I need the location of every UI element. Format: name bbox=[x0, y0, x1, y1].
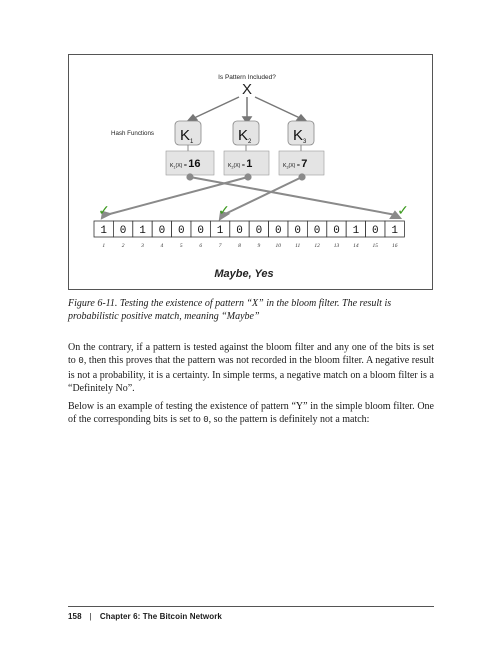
result-label: Maybe, Yes bbox=[214, 268, 274, 280]
bit-value: 1 bbox=[100, 225, 108, 237]
bit-index: 14 bbox=[353, 243, 359, 249]
hash-connectors bbox=[188, 145, 301, 151]
check-icon: ✓ bbox=[397, 202, 409, 218]
bit-indices bbox=[102, 242, 397, 249]
bit-value: 1 bbox=[139, 225, 146, 237]
bit-index: 9 bbox=[257, 243, 261, 249]
footer-rule bbox=[68, 606, 434, 607]
bit-index: 3 bbox=[141, 243, 144, 249]
paragraph-negative-match: On the contrary, if a pattern is tested against the bloom filter and any one of the bits is set to 0, then this proves that the pattern was not recorded in the bloom filter. A negative result is not a probability, it is a certainty. In simple terms, a negative match on a bloom filter is a “Definitely No”. bbox=[68, 342, 435, 395]
hash-functions-label: Hash Functions bbox=[111, 130, 154, 137]
figure-caption: Figure 6-11. Testing the existence of pattern “X” in the bloom filter. The result is probabilistic positive match, meaning “Maybe” bbox=[68, 298, 392, 322]
bit-index: 2 bbox=[121, 243, 125, 249]
bit-index: 10 bbox=[275, 243, 282, 249]
result-mid: (X) = bbox=[233, 163, 247, 169]
bit-value: 0 bbox=[255, 225, 263, 237]
hash-result-k1 bbox=[166, 151, 214, 175]
result-prefix: K bbox=[283, 163, 287, 169]
bit-index: 5 bbox=[179, 243, 183, 249]
bit-index: 6 bbox=[199, 243, 203, 249]
pattern-label: X bbox=[241, 81, 253, 98]
bit-value: 0 bbox=[333, 225, 340, 237]
result-mid: (X) = bbox=[288, 163, 302, 169]
paragraph-example-y: Below is an example of testing the existence of pattern “Y” in the simple bloom filter. One of the corresponding bits is set to 0, so the pattern is definitely not a match: bbox=[68, 401, 434, 426]
result-sub: 3 bbox=[286, 165, 289, 170]
bit-value: 0 bbox=[294, 225, 302, 237]
footer-separator: | bbox=[89, 612, 92, 621]
bit-array bbox=[94, 221, 404, 237]
bit-value: 0 bbox=[371, 225, 379, 237]
result-prefix: K bbox=[228, 163, 232, 169]
bit-index: 12 bbox=[314, 243, 320, 249]
bit-value: 0 bbox=[177, 225, 185, 237]
inline-code: 0 bbox=[78, 356, 84, 367]
result-sub: 2 bbox=[231, 165, 234, 170]
check-icon: ✓ bbox=[218, 202, 230, 218]
hash-result-k2 bbox=[224, 151, 269, 175]
hash-function-k3 bbox=[288, 121, 314, 145]
bit-value: 1 bbox=[352, 225, 360, 237]
inline-code: 0 bbox=[203, 415, 209, 426]
result-value: 7 bbox=[301, 158, 308, 170]
hash-result-k3 bbox=[279, 151, 324, 175]
result-mid: (X) = bbox=[175, 163, 189, 169]
hash-name: K bbox=[238, 127, 249, 144]
hash-name: K bbox=[293, 127, 304, 144]
result-sub: 1 bbox=[173, 165, 176, 170]
bit-index: 4 bbox=[160, 243, 164, 249]
hash-sub: 2 bbox=[248, 139, 252, 145]
result-value: 16 bbox=[188, 158, 201, 170]
bloom-filter-figure bbox=[68, 54, 433, 290]
bit-value: 0 bbox=[236, 225, 243, 237]
check-icon: ✓ bbox=[98, 202, 110, 218]
result-prefix: K bbox=[170, 163, 174, 169]
bit-value: 0 bbox=[274, 225, 282, 237]
bit-value: 0 bbox=[158, 225, 166, 237]
result-value: 1 bbox=[246, 158, 253, 170]
bit-index: 7 bbox=[218, 243, 222, 249]
bit-index: 13 bbox=[333, 243, 340, 249]
bit-value: 0 bbox=[313, 225, 321, 237]
bit-value: 0 bbox=[197, 225, 205, 237]
bit-value: 1 bbox=[391, 225, 399, 237]
chapter-title: Chapter 6: The Bitcoin Network bbox=[99, 612, 222, 621]
bit-value: 1 bbox=[216, 225, 224, 237]
bloom-filter-diagram bbox=[69, 55, 434, 291]
bit-index: 15 bbox=[372, 243, 379, 249]
bit-index: 8 bbox=[238, 243, 241, 249]
bit-index: 16 bbox=[391, 243, 398, 249]
bit-index: 11 bbox=[295, 243, 301, 249]
hash-function-k1 bbox=[175, 121, 201, 145]
question-label: Is Pattern Included? bbox=[218, 74, 276, 81]
hash-sub: 3 bbox=[303, 139, 307, 145]
bit-index: 1 bbox=[102, 243, 106, 249]
hash-function-k2 bbox=[233, 121, 259, 145]
page-footer bbox=[68, 612, 222, 621]
hash-name: K bbox=[180, 127, 191, 144]
pattern-arrows bbox=[187, 97, 307, 123]
page-number: 158 bbox=[68, 612, 82, 621]
bit-mapping-lines bbox=[102, 174, 400, 219]
bit-value: 0 bbox=[119, 225, 127, 237]
hash-sub: 1 bbox=[190, 139, 194, 145]
